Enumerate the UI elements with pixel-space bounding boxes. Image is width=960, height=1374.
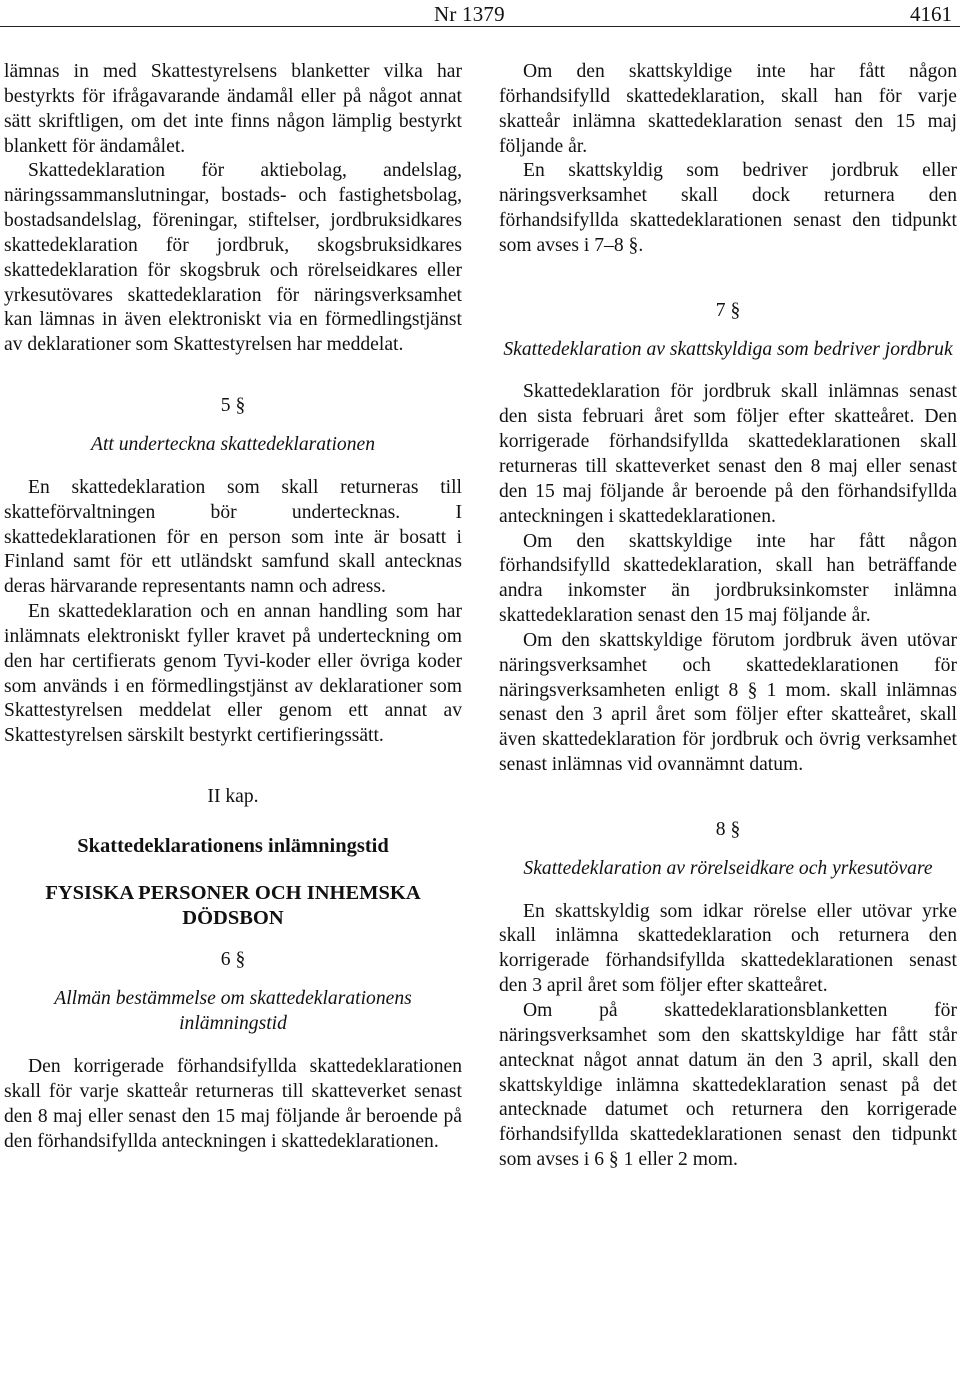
issue-number: Nr 1379	[434, 2, 505, 26]
section-title: Skattedeklaration av rörelseidkare och yrkesutövare	[523, 857, 933, 879]
paragraph: lämnas in med Skattestyrelsens blanketter vilka har bestyrkts för ifrågavarande ändamål eller på något annat sätt skriftligen, om det inte finns någon lämplig bestyrkt blankett för ändamålet.	[4, 61, 462, 157]
paragraph: En skattedeklaration och en annan handling som har inlämnats elektroniskt fyller kravet på underteckning om den har certifierats genom Tyvi-koder eller övriga koder som används i en förmedlingstjänst av deklarationer som Skattestyrelsen meddelat eller genom ett annat av Skattestyrelsen särskilt bestyrkt certifieringssätt.	[4, 601, 462, 747]
paragraph: En skattskyldig som idkar rörelse eller utövar yrke skall inlämna skattedeklaration och returnera den korrigerade förhandsifyllda skattedeklarationen senast den 3 april året som följer efter skatteåret.	[499, 900, 957, 997]
page-number: 4161	[910, 2, 952, 26]
section-number: 7 §	[715, 299, 741, 321]
paragraph: Den korrigerade förhandsifyllda skattedeklarationen skall för varje skatteår returneras till skatteverket senast den 8 maj eller senast den 15 maj följande år beroende på den förhandsifyllda anteckningen i skattedeklarationen.	[4, 1056, 462, 1152]
paragraph: En skattedeklaration som skall returneras till skatteförvaltningen bör undertecknas. I skattedeklarationen för en person som inte är bosatt i Finland samt för ett utländskt samfund skall antecknas deras härvarande representants namn och adress.	[4, 476, 462, 598]
paragraph: Skattedeklaration för jordbruk skall inlämnas senast den sista februari året som följer efter skatteåret. Den korrigerade förhandsifyllda skattedeklarationen skall returneras till skatteverket senast den 8 maj eller senast den 15 maj följande år beroende på den förhandsifyllda anteckningen i skattedeklarationen.	[499, 381, 957, 527]
section-number: 5 §	[220, 395, 246, 417]
section-title: Skattedeklaration av skattskyldiga som bedriver jordbruk	[503, 338, 953, 360]
paragraph: Skattedeklaration för aktiebolag, andelslag, näringssammanslutningar, bostads- och fastighetsbolag, bostadsandelslag, föreningar, stiftelser, jordbruksidkares skattedeklaration för jordbruk, skogsbruksidkares skattedeklaration för skogsbruk och rörelseidkares eller yrkesutövares skattedeklaration för näringsverksamhet kan lämnas in även elektroniskt via en förmedlingstjänst av deklarationer som Skattestyrelsen har meddelat.	[4, 160, 462, 356]
paragraph: Om den skattskyldige inte har fått någon förhandsifylld skattedeklaration, skall han för varje skatteår inlämna skattedeklaration senast den 15 maj följande år.	[499, 61, 957, 157]
paragraph: Om på skattedeklarationsblanketten för näringsverksamhet som den skattskyldige har fått står antecknat något annat datum än den 3 april, skall den skattskyldige inlämna skattedeklaration senast på det antecknade datumet och returnera den korrigerade förhandsifyllda skattedeklarationen senast den tidpunkt som avses i 6 § 1 eller 2 mom.	[499, 1000, 957, 1171]
chapter-label: II kap.	[207, 786, 259, 808]
chapter-title: Skattedeklarationens inlämningstid	[77, 834, 389, 857]
section-title: Att underteckna skattedeklarationen	[90, 433, 376, 455]
page-header	[0, 0, 960, 27]
right-column	[499, 60, 957, 1173]
left-column	[4, 60, 462, 1154]
paragraph: Om den skattskyldige förutom jordbruk även utövar näringsverksamhet och skattedeklarationen för näringsverksamheten enligt 8 § 1 mom. skall inlämnas senast den 3 april året som följer efter skatteåret, skall även skattedeklaration för jordbruk och övrig verksamhet senast inlämnas vid ovannämnt datum.	[499, 629, 957, 776]
paragraph: Om den skattskyldige inte har fått någon förhandsifylld skattedeklaration, skall han beträffande andra inkomster än jordbruksinkomster inlämna skattedeklaration senast den 15 maj följande år.	[499, 530, 957, 627]
section-number: 6 §	[220, 949, 246, 971]
subheading: FYSISKA PERSONER OCH INHEMSKA DÖDSBON	[45, 881, 421, 929]
section-title: Allmän bestämmelse om skattedeklarationens inlämningstid	[54, 988, 412, 1035]
paragraph: En skattskyldig som bedriver jordbruk eller näringsverksamhet skall dock returnera den förhandsifyllda skattedeklarationen senast den tidpunkt som avses i 7–8 §.	[499, 160, 957, 256]
section-number: 8 §	[715, 818, 741, 840]
